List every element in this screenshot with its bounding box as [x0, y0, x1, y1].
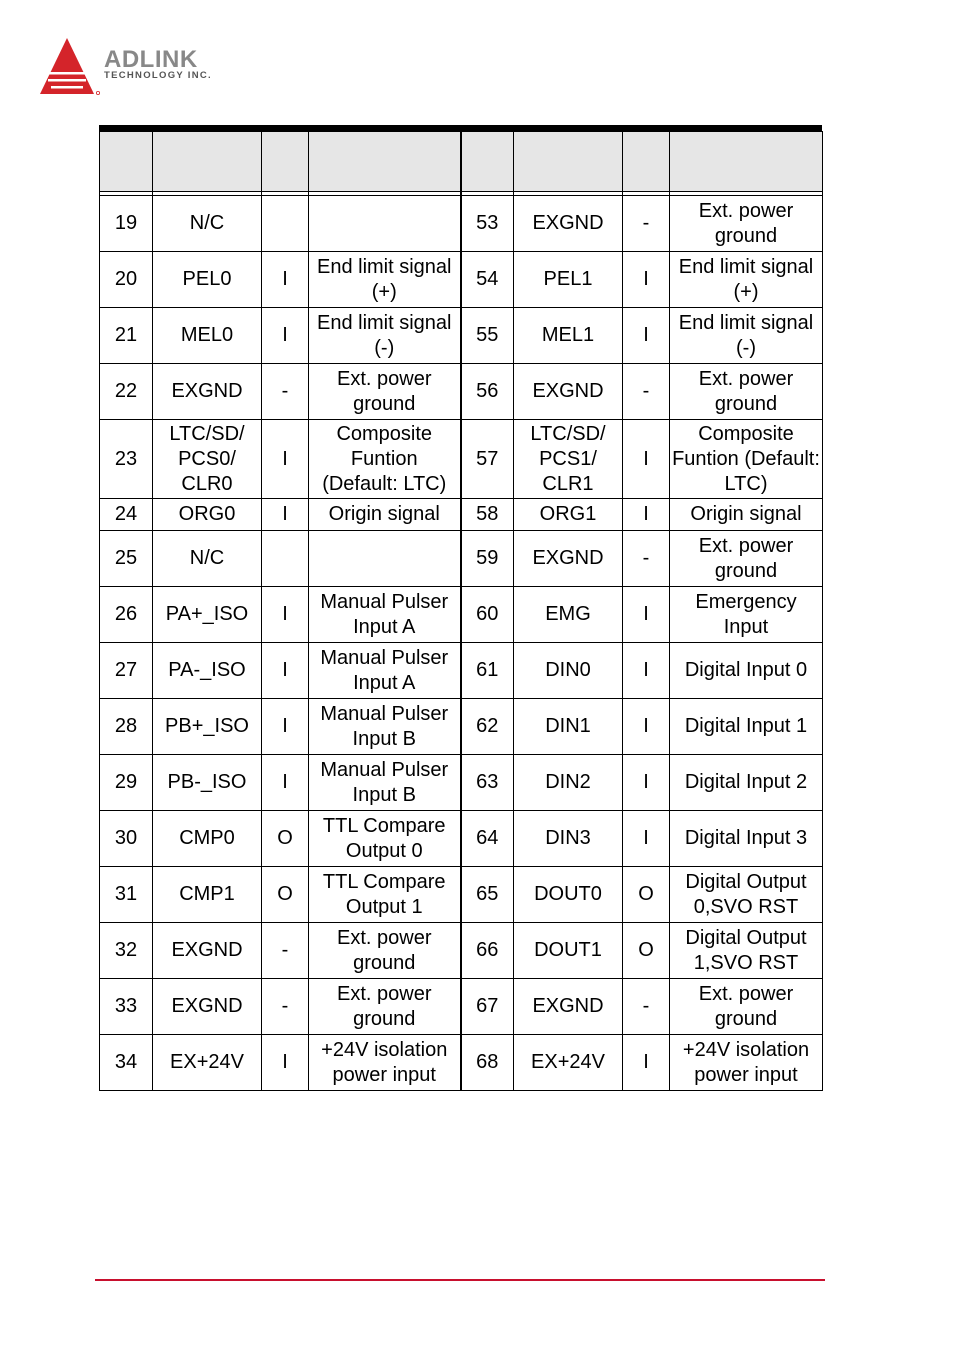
pin-number-cell: 68 [461, 1035, 514, 1091]
direction-cell: - [623, 196, 670, 252]
header-cell [153, 132, 262, 192]
description-cell: Ext. power ground [309, 364, 461, 420]
signal-name-cell: ORG1 [514, 499, 623, 531]
table-row [100, 1035, 823, 1091]
signal-name-cell: PB-_ISO [153, 755, 262, 811]
direction-cell: I [623, 643, 670, 699]
pin-number-cell: 62 [461, 699, 514, 755]
direction-cell: I [262, 587, 309, 643]
direction-cell: I [262, 643, 309, 699]
description-cell: Manual Pulser Input A [309, 643, 461, 699]
signal-name-cell: EX+24V [153, 1035, 262, 1091]
signal-name-cell: MEL0 [153, 308, 262, 364]
table-row [100, 420, 823, 499]
signal-name-cell: PA+_ISO [153, 587, 262, 643]
pin-number-cell: 21 [100, 308, 153, 364]
description-cell: TTL Compare Output 1 [309, 867, 461, 923]
direction-cell: I [623, 252, 670, 308]
signal-name-cell: ORG0 [153, 499, 262, 531]
pin-number-cell: 54 [461, 252, 514, 308]
pin-assignment-table-wrapper [99, 125, 822, 1091]
description-cell: Origin signal [309, 499, 461, 531]
direction-cell: I [623, 308, 670, 364]
signal-name-cell: DOUT1 [514, 923, 623, 979]
pin-number-cell: 22 [100, 364, 153, 420]
description-cell: Ext. power ground [670, 196, 823, 252]
table-row [100, 699, 823, 755]
pin-number-cell: 55 [461, 308, 514, 364]
description-cell: Digital Output 0,SVO RST [670, 867, 823, 923]
signal-name-cell: DIN1 [514, 699, 623, 755]
pin-number-cell: 56 [461, 364, 514, 420]
adlink-triangle-icon [40, 38, 102, 98]
header-cell [262, 132, 309, 192]
direction-cell [262, 531, 309, 587]
pin-number-cell: 67 [461, 979, 514, 1035]
header-cell [623, 132, 670, 192]
pin-number-cell: 57 [461, 420, 514, 499]
direction-cell: I [623, 499, 670, 531]
description-cell: Ext. power ground [670, 531, 823, 587]
pin-number-cell: 63 [461, 755, 514, 811]
table-row [100, 252, 823, 308]
signal-name-cell: PEL1 [514, 252, 623, 308]
direction-cell: I [623, 811, 670, 867]
description-cell: Ext. power ground [309, 979, 461, 1035]
pin-number-cell: 27 [100, 643, 153, 699]
pin-number-cell: 34 [100, 1035, 153, 1091]
signal-name-cell: EXGND [153, 979, 262, 1035]
table-row [100, 499, 823, 531]
direction-cell: I [262, 499, 309, 531]
direction-cell: - [623, 364, 670, 420]
pin-number-cell: 26 [100, 587, 153, 643]
signal-name-cell: N/C [153, 196, 262, 252]
adlink-logo [40, 38, 240, 98]
direction-cell: - [262, 364, 309, 420]
direction-cell: O [623, 867, 670, 923]
direction-cell [262, 196, 309, 252]
pin-assignment-table [99, 131, 823, 1091]
signal-name-cell: DIN2 [514, 755, 623, 811]
description-cell: Digital Input 1 [670, 699, 823, 755]
description-cell: Digital Input 3 [670, 811, 823, 867]
pin-number-cell: 65 [461, 867, 514, 923]
logo-brand-text: ADLINK [104, 46, 198, 73]
pin-number-cell: 64 [461, 811, 514, 867]
pin-number-cell: 53 [461, 196, 514, 252]
direction-cell: I [623, 755, 670, 811]
header-cell [309, 132, 461, 192]
table-row [100, 364, 823, 420]
table-row [100, 643, 823, 699]
signal-name-cell: EXGND [153, 923, 262, 979]
pin-number-cell: 19 [100, 196, 153, 252]
direction-cell: O [262, 867, 309, 923]
description-cell: End limit signal (-) [670, 308, 823, 364]
description-cell: Digital Input 2 [670, 755, 823, 811]
description-cell: End limit signal (+) [670, 252, 823, 308]
direction-cell: I [623, 420, 670, 499]
signal-name-cell: EMG [514, 587, 623, 643]
direction-cell: I [262, 755, 309, 811]
signal-name-cell: CMP1 [153, 867, 262, 923]
table-row [100, 923, 823, 979]
signal-name-cell: N/C [153, 531, 262, 587]
direction-cell: O [623, 923, 670, 979]
pin-number-cell: 33 [100, 979, 153, 1035]
description-cell: +24V isolation power input [309, 1035, 461, 1091]
signal-name-cell: EXGND [153, 364, 262, 420]
signal-name-cell: CMP0 [153, 811, 262, 867]
footer-rule [95, 1279, 825, 1281]
signal-name-cell: LTC/SD/ PCS1/ CLR1 [514, 420, 623, 499]
signal-name-cell: EXGND [514, 531, 623, 587]
header-cell [100, 132, 153, 192]
description-cell: Manual Pulser Input B [309, 755, 461, 811]
signal-name-cell: PEL0 [153, 252, 262, 308]
table-row [100, 196, 823, 252]
description-cell: Ext. power ground [309, 923, 461, 979]
header-cell [461, 132, 514, 192]
description-cell: End limit signal (+) [309, 252, 461, 308]
table-header-row [100, 132, 823, 192]
logo-subtitle: TECHNOLOGY INC. [104, 70, 212, 81]
pin-number-cell: 28 [100, 699, 153, 755]
pin-number-cell: 32 [100, 923, 153, 979]
header-cell [514, 132, 623, 192]
description-cell: Composite Funtion (Default: LTC) [670, 420, 823, 499]
description-cell: Composite Funtion (Default: LTC) [309, 420, 461, 499]
signal-name-cell: PB+_ISO [153, 699, 262, 755]
direction-cell: I [262, 699, 309, 755]
table-body [100, 192, 823, 1091]
table-row [100, 755, 823, 811]
direction-cell: I [262, 252, 309, 308]
direction-cell: - [262, 979, 309, 1035]
direction-cell: I [623, 699, 670, 755]
direction-cell: - [262, 923, 309, 979]
description-cell: Manual Pulser Input A [309, 587, 461, 643]
table-row [100, 979, 823, 1035]
signal-name-cell: PA-_ISO [153, 643, 262, 699]
direction-cell: I [262, 1035, 309, 1091]
signal-name-cell: EX+24V [514, 1035, 623, 1091]
description-cell: Digital Output 1,SVO RST [670, 923, 823, 979]
description-cell: Digital Input 0 [670, 643, 823, 699]
direction-cell: O [262, 811, 309, 867]
pin-number-cell: 60 [461, 587, 514, 643]
description-cell: Origin signal [670, 499, 823, 531]
pin-number-cell: 23 [100, 420, 153, 499]
pin-number-cell: 31 [100, 867, 153, 923]
pin-number-cell: 61 [461, 643, 514, 699]
direction-cell: I [623, 587, 670, 643]
description-cell: Emergency Input [670, 587, 823, 643]
description-cell: Manual Pulser Input B [309, 699, 461, 755]
description-cell: Ext. power ground [670, 979, 823, 1035]
signal-name-cell: MEL1 [514, 308, 623, 364]
pin-number-cell: 20 [100, 252, 153, 308]
signal-name-cell: EXGND [514, 364, 623, 420]
table-row [100, 308, 823, 364]
pin-number-cell: 25 [100, 531, 153, 587]
direction-cell: - [623, 979, 670, 1035]
signal-name-cell: DOUT0 [514, 867, 623, 923]
pin-number-cell: 29 [100, 755, 153, 811]
direction-cell: I [262, 308, 309, 364]
description-cell: TTL Compare Output 0 [309, 811, 461, 867]
signal-name-cell: DIN0 [514, 643, 623, 699]
table-row [100, 531, 823, 587]
pin-number-cell: 66 [461, 923, 514, 979]
signal-name-cell: DIN3 [514, 811, 623, 867]
direction-cell: I [623, 1035, 670, 1091]
signal-name-cell: EXGND [514, 979, 623, 1035]
pin-number-cell: 59 [461, 531, 514, 587]
description-cell: End limit signal (-) [309, 308, 461, 364]
signal-name-cell: LTC/SD/ PCS0/ CLR0 [153, 420, 262, 499]
description-cell: Ext. power ground [670, 364, 823, 420]
table-row [100, 867, 823, 923]
direction-cell: I [262, 420, 309, 499]
table-row [100, 587, 823, 643]
signal-name-cell: EXGND [514, 196, 623, 252]
pin-number-cell: 24 [100, 499, 153, 531]
header-cell [670, 132, 823, 192]
description-cell: +24V isolation power input [670, 1035, 823, 1091]
description-cell [309, 531, 461, 587]
direction-cell: - [623, 531, 670, 587]
pin-number-cell: 58 [461, 499, 514, 531]
description-cell [309, 196, 461, 252]
table-row [100, 811, 823, 867]
pin-number-cell: 30 [100, 811, 153, 867]
